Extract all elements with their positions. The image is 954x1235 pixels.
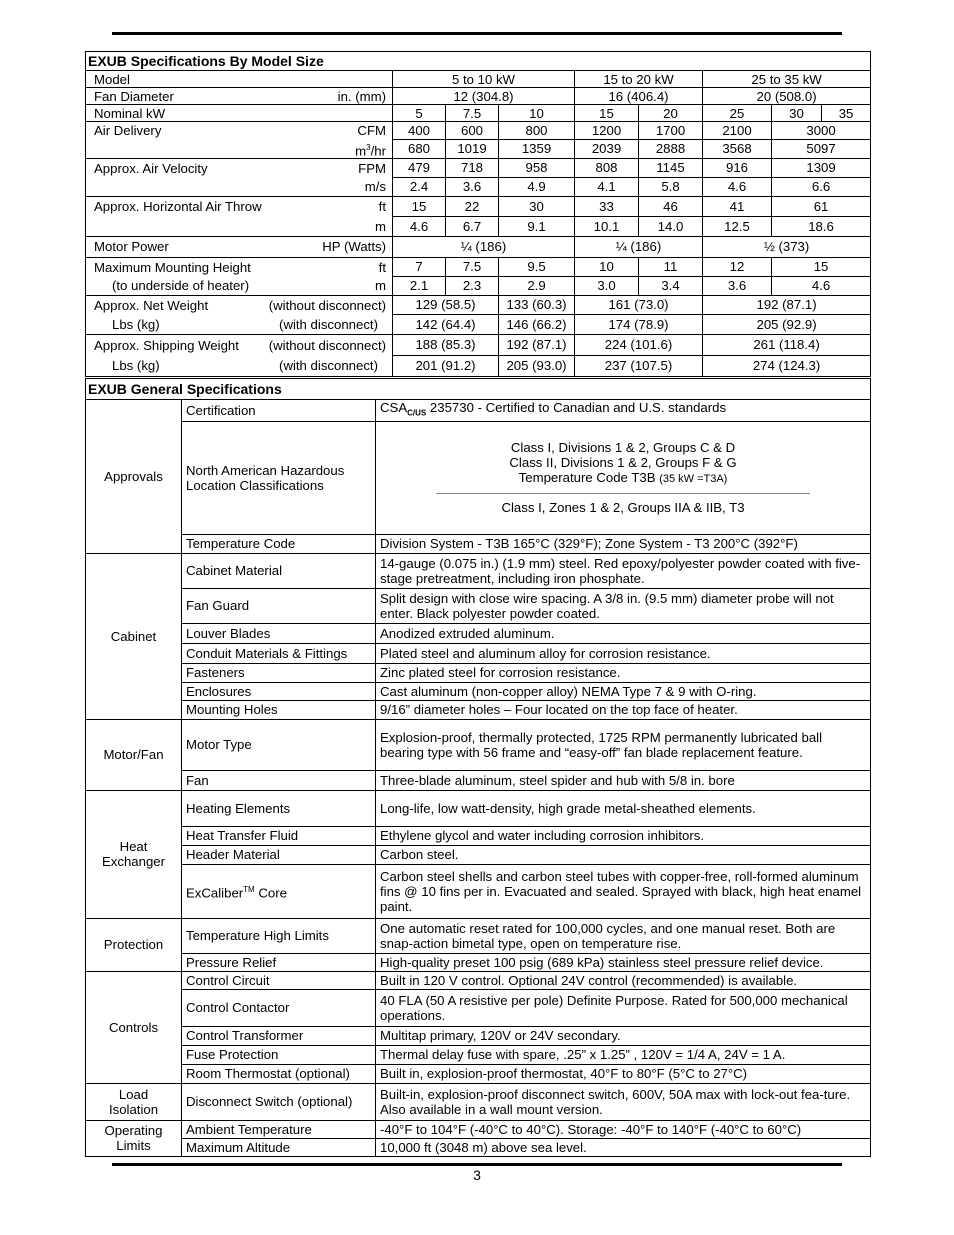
certification-value: $CSA_{C/US}$ 235730 - Certified to Canadian and U.S. standards bbox=[376, 400, 871, 422]
spec-label: Control Contactor bbox=[182, 989, 376, 1026]
spec-value: 14-gauge (0.075 in.) (1.9 mm) steel. Red epoxy/polyester powder coated with five-stage pretreatment, including iron phosphate. bbox=[376, 553, 871, 588]
spec-label: Ambient Temperature bbox=[182, 1120, 376, 1138]
shipping-weight-value: 188 (85.3) bbox=[393, 334, 499, 355]
air-delivery-value: 1019 bbox=[446, 140, 499, 159]
air-throw-value: 33 bbox=[575, 196, 639, 216]
spec-section-title: EXUB Specifications By Model Size bbox=[86, 52, 871, 71]
air-velocity-value: 4.1 bbox=[575, 177, 639, 196]
air-velocity-value: 916 bbox=[703, 158, 772, 177]
fan-diameter-label: Fan Diameter in. (mm) bbox=[86, 88, 393, 105]
spec-value: 9/16” diameter holes – Four located on the top face of heater. bbox=[376, 700, 871, 719]
net-weight-value: 129 (58.5) bbox=[393, 295, 499, 314]
air-delivery-value: 3000 bbox=[772, 122, 871, 140]
spec-label: Enclosures bbox=[182, 682, 376, 700]
air-throw-value: 6.7 bbox=[446, 216, 499, 236]
air-velocity-value: 958 bbox=[499, 158, 575, 177]
air-velocity-value: 718 bbox=[446, 158, 499, 177]
spec-value: 10,000 ft (3048 m) above sea level. bbox=[376, 1138, 871, 1156]
spec-value: Long-life, low watt-density, high grade metal-sheathed elements. bbox=[376, 790, 871, 826]
air-delivery-value: 1359 bbox=[499, 140, 575, 159]
mounting-height-value: 2.9 bbox=[499, 276, 575, 295]
air-velocity-value: 808 bbox=[575, 158, 639, 177]
air-delivery-value: 5097 bbox=[772, 140, 871, 159]
spec-value: Built in, explosion-proof thermostat, 40°F to 80°F (5°C to 27°C) bbox=[376, 1064, 871, 1083]
air-throw-value: 14.0 bbox=[639, 216, 703, 236]
mounting-height-value: 15 bbox=[772, 257, 871, 276]
air-delivery-value: 2888 bbox=[639, 140, 703, 159]
top-rule bbox=[112, 32, 842, 35]
model-group: 25 to 35 kW bbox=[703, 71, 871, 88]
air-velocity-label: Approx. Air Velocity FPM bbox=[86, 158, 393, 177]
mounting-height-sublabel: (to underside of heater) m bbox=[86, 276, 393, 295]
spec-label: Heat Transfer Fluid bbox=[182, 826, 376, 845]
air-throw-value: 61 bbox=[772, 196, 871, 216]
spec-label: Control Transformer bbox=[182, 1026, 376, 1045]
spec-label: Cabinet Material bbox=[182, 553, 376, 588]
excaliber-core-label: ExCaliber™ Core bbox=[182, 864, 376, 918]
mounting-height-value: 7.5 bbox=[446, 257, 499, 276]
spec-value: -40°F to 104°F (-40°C to 40°C). Storage: -40°F to 140°F (-40°C to 60°C) bbox=[376, 1120, 871, 1138]
category-load-isolation: Load Isolation bbox=[86, 1083, 182, 1120]
category-heat-exchanger: Heat Exchanger bbox=[86, 790, 182, 918]
certification-label: Certification bbox=[182, 400, 376, 422]
nominal-kw-value: 10 bbox=[499, 105, 575, 122]
mounting-height-value: 10 bbox=[575, 257, 639, 276]
category-controls: Controls bbox=[86, 971, 182, 1083]
motor-power-label: Motor Power HP (Watts) bbox=[86, 236, 393, 257]
air-velocity-value: 479 bbox=[393, 158, 446, 177]
nominal-kw-value: 15 bbox=[575, 105, 639, 122]
air-delivery-value: 3568 bbox=[703, 140, 772, 159]
spec-label: Heating Elements bbox=[182, 790, 376, 826]
mounting-height-value: 11 bbox=[639, 257, 703, 276]
air-velocity-unit: m/s bbox=[86, 177, 393, 196]
shipping-weight-value: 201 (91.2) bbox=[393, 355, 499, 376]
spec-label: Motor Type bbox=[182, 719, 376, 770]
air-throw-value: 22 bbox=[446, 196, 499, 216]
air-delivery-value: 1700 bbox=[639, 122, 703, 140]
hazardous-location-value: Class I, Divisions 1 & 2, Groups C & D Class II, Divisions 1 & 2, Groups F & G Temperature Code T3B (35 kW =T3A) Class I, Zones 1 & 2, Groups IIA & IIB, T3 bbox=[376, 421, 871, 534]
air-throw-value: 15 bbox=[393, 196, 446, 216]
shipping-weight-label: Approx. Shipping Weight (without disconnect) bbox=[86, 334, 393, 355]
air-delivery-value: 400 bbox=[393, 122, 446, 140]
air-throw-value: 18.6 bbox=[772, 216, 871, 236]
air-delivery-value: 800 bbox=[499, 122, 575, 140]
mounting-height-value: 3.4 bbox=[639, 276, 703, 295]
spec-label: Fan Guard bbox=[182, 588, 376, 623]
spec-label: Fan bbox=[182, 770, 376, 790]
category-operating-limits: Operating Limits bbox=[86, 1120, 182, 1156]
category-approvals: Approvals bbox=[86, 400, 182, 554]
spec-label: Temperature High Limits bbox=[182, 918, 376, 953]
air-throw-value: 41 bbox=[703, 196, 772, 216]
air-delivery-unit: $m^3/hr$ bbox=[86, 140, 393, 159]
mounting-height-value: 7 bbox=[393, 257, 446, 276]
net-weight-value: 205 (92.9) bbox=[703, 314, 871, 334]
model-label: Model bbox=[86, 71, 393, 88]
air-velocity-value: 5.8 bbox=[639, 177, 703, 196]
motor-power-value: ¼ (186) bbox=[393, 236, 575, 257]
air-delivery-value: 1200 bbox=[575, 122, 639, 140]
net-weight-value: 133 (60.3) bbox=[499, 295, 575, 314]
mounting-height-value: 2.1 bbox=[393, 276, 446, 295]
motor-power-value: ½ (373) bbox=[703, 236, 871, 257]
air-velocity-value: 4.9 bbox=[499, 177, 575, 196]
category-cabinet: Cabinet bbox=[86, 553, 182, 719]
air-throw-value: 10.1 bbox=[575, 216, 639, 236]
hazardous-location-label: North American Hazardous Location Classifications bbox=[182, 421, 376, 534]
air-delivery-label: Air Delivery CFM bbox=[86, 122, 393, 140]
spec-value: Built in 120 V control. Optional 24V control (recommended) is available. bbox=[376, 971, 871, 989]
mounting-height-value: 9.5 bbox=[499, 257, 575, 276]
spec-label: Fuse Protection bbox=[182, 1045, 376, 1064]
air-throw-unit: m bbox=[86, 216, 393, 236]
spec-value: 40 FLA (50 A resistive per pole) Definite Purpose. Rated for 500,000 mechanical operations. bbox=[376, 989, 871, 1026]
net-weight-value: 146 (66.2) bbox=[499, 314, 575, 334]
spec-value: Plated steel and aluminum alloy for corrosion resistance. bbox=[376, 643, 871, 663]
spec-value: Ethylene glycol and water including corrosion inhibitors. bbox=[376, 826, 871, 845]
shipping-weight-value: 205 (93.0) bbox=[499, 355, 575, 376]
net-weight-value: 161 (73.0) bbox=[575, 295, 703, 314]
fan-diameter-value: 16 (406.4) bbox=[575, 88, 703, 105]
air-throw-value: 46 bbox=[639, 196, 703, 216]
shipping-weight-value: 224 (101.6) bbox=[575, 334, 703, 355]
spec-label: Header Material bbox=[182, 845, 376, 864]
disconnect-switch-label: Disconnect Switch (optional) bbox=[182, 1083, 376, 1120]
shipping-weight-value: 274 (124.3) bbox=[703, 355, 871, 376]
fan-diameter-value: 12 (304.8) bbox=[393, 88, 575, 105]
air-delivery-value: 2039 bbox=[575, 140, 639, 159]
general-spec-table bbox=[85, 378, 871, 1157]
air-velocity-value: 1309 bbox=[772, 158, 871, 177]
air-throw-value: 30 bbox=[499, 196, 575, 216]
excaliber-core-value: Carbon steel shells and carbon steel tubes with copper-free, roll-formed aluminum fins @ 10 fins per in. Evacuated and sealed. Sprayed with black, high heat enamel paint. bbox=[376, 864, 871, 918]
nominal-kw-value: 35 bbox=[822, 105, 871, 122]
mounting-height-value: 12 bbox=[703, 257, 772, 276]
model-group: 5 to 10 kW bbox=[393, 71, 575, 88]
fan-diameter-value: 20 (508.0) bbox=[703, 88, 871, 105]
spec-value: Explosion-proof, thermally protected, 1725 RPM permanently lubricated ball bearing type with 56 frame and “easy-off” fan blade replacement feature. bbox=[376, 719, 871, 770]
divider bbox=[436, 493, 810, 494]
net-weight-value: 192 (87.1) bbox=[703, 295, 871, 314]
air-velocity-value: 2.4 bbox=[393, 177, 446, 196]
spec-value: Split design with close wire spacing. A 3/8 in. (9.5 mm) diameter probe will not enter. Black polyester powder coated. bbox=[376, 588, 871, 623]
shipping-weight-value: 237 (107.5) bbox=[575, 355, 703, 376]
air-delivery-value: 2100 bbox=[703, 122, 772, 140]
category-motor-fan: Motor/Fan bbox=[86, 719, 182, 790]
spec-value: Zinc plated steel for corrosion resistance. bbox=[376, 663, 871, 682]
spec-label: Fasteners bbox=[182, 663, 376, 682]
category-protection: Protection bbox=[86, 918, 182, 971]
spec-value: Multitap primary, 120V or 24V secondary. bbox=[376, 1026, 871, 1045]
shipping-weight-sublabel: Lbs (kg) (with disconnect) bbox=[86, 355, 393, 376]
air-throw-value: 12.5 bbox=[703, 216, 772, 236]
spec-value: Three-blade aluminum, steel spider and hub with 5/8 in. bore bbox=[376, 770, 871, 790]
air-delivery-value: 680 bbox=[393, 140, 446, 159]
air-velocity-value: 3.6 bbox=[446, 177, 499, 196]
spec-value: One automatic reset rated for 100,000 cycles, and one manual reset. Both are snap-action bimetal type, open on temperature rise. bbox=[376, 918, 871, 953]
net-weight-value: 174 (78.9) bbox=[575, 314, 703, 334]
nominal-kw-value: 7.5 bbox=[446, 105, 499, 122]
model-group: 15 to 20 kW bbox=[575, 71, 703, 88]
nominal-kw-value: 25 bbox=[703, 105, 772, 122]
spec-label: Conduit Materials & Fittings bbox=[182, 643, 376, 663]
spec-label: Room Thermostat (optional) bbox=[182, 1064, 376, 1083]
mounting-height-label: Maximum Mounting Height ft bbox=[86, 257, 393, 276]
mounting-height-value: 2.3 bbox=[446, 276, 499, 295]
page-number: 3 bbox=[473, 1167, 481, 1183]
spec-label: Louver Blades bbox=[182, 623, 376, 643]
spec-value: Anodized extruded aluminum. bbox=[376, 623, 871, 643]
air-throw-value: 4.6 bbox=[393, 216, 446, 236]
spec-value: Thermal delay fuse with spare, .25” x 1.25” , 120V = 1/4 A, 24V = 1 A. bbox=[376, 1045, 871, 1064]
spec-label: Pressure Relief bbox=[182, 953, 376, 971]
nominal-kw-value: 20 bbox=[639, 105, 703, 122]
mounting-height-value: 3.0 bbox=[575, 276, 639, 295]
air-throw-value: 9.1 bbox=[499, 216, 575, 236]
general-section-title: EXUB General Specifications bbox=[86, 379, 871, 400]
temperature-code-label: Temperature Code bbox=[182, 534, 376, 553]
nominal-kw-value: 30 bbox=[772, 105, 822, 122]
air-delivery-value: 600 bbox=[446, 122, 499, 140]
temperature-code-value: Division System - T3B 165°C (329°F); Zone System - T3 200°C (392°F) bbox=[376, 534, 871, 553]
net-weight-sublabel: Lbs (kg) (with disconnect) bbox=[86, 314, 393, 334]
air-velocity-value: 6.6 bbox=[772, 177, 871, 196]
spec-value: Carbon steel. bbox=[376, 845, 871, 864]
spec-value: Cast aluminum (non-copper alloy) NEMA Type 7 & 9 with O-ring. bbox=[376, 682, 871, 700]
spec-label: Control Circuit bbox=[182, 971, 376, 989]
nominal-kw-label: Nominal kW bbox=[86, 105, 393, 122]
motor-power-value: ¼ (186) bbox=[575, 236, 703, 257]
spec-label: Mounting Holes bbox=[182, 700, 376, 719]
mounting-height-value: 3.6 bbox=[703, 276, 772, 295]
nominal-kw-value: 5 bbox=[393, 105, 446, 122]
net-weight-label: Approx. Net Weight (without disconnect) bbox=[86, 295, 393, 314]
bottom-rule bbox=[112, 1163, 842, 1166]
mounting-height-value: 4.6 bbox=[772, 276, 871, 295]
net-weight-value: 142 (64.4) bbox=[393, 314, 499, 334]
spec-label: Maximum Altitude bbox=[182, 1138, 376, 1156]
disconnect-switch-value: Built-in, explosion-proof disconnect switch, 600V, 50A max with lock-out fea-ture. Also available in a wall mount version. bbox=[376, 1083, 871, 1120]
model-spec-table bbox=[85, 51, 871, 377]
air-velocity-value: 1145 bbox=[639, 158, 703, 177]
spec-value: High-quality preset 100 psig (689 kPa) stainless steel pressure relief device. bbox=[376, 953, 871, 971]
air-velocity-value: 4.6 bbox=[703, 177, 772, 196]
shipping-weight-value: 192 (87.1) bbox=[499, 334, 575, 355]
air-throw-label: Approx. Horizontal Air Throw ft bbox=[86, 196, 393, 216]
shipping-weight-value: 261 (118.4) bbox=[703, 334, 871, 355]
